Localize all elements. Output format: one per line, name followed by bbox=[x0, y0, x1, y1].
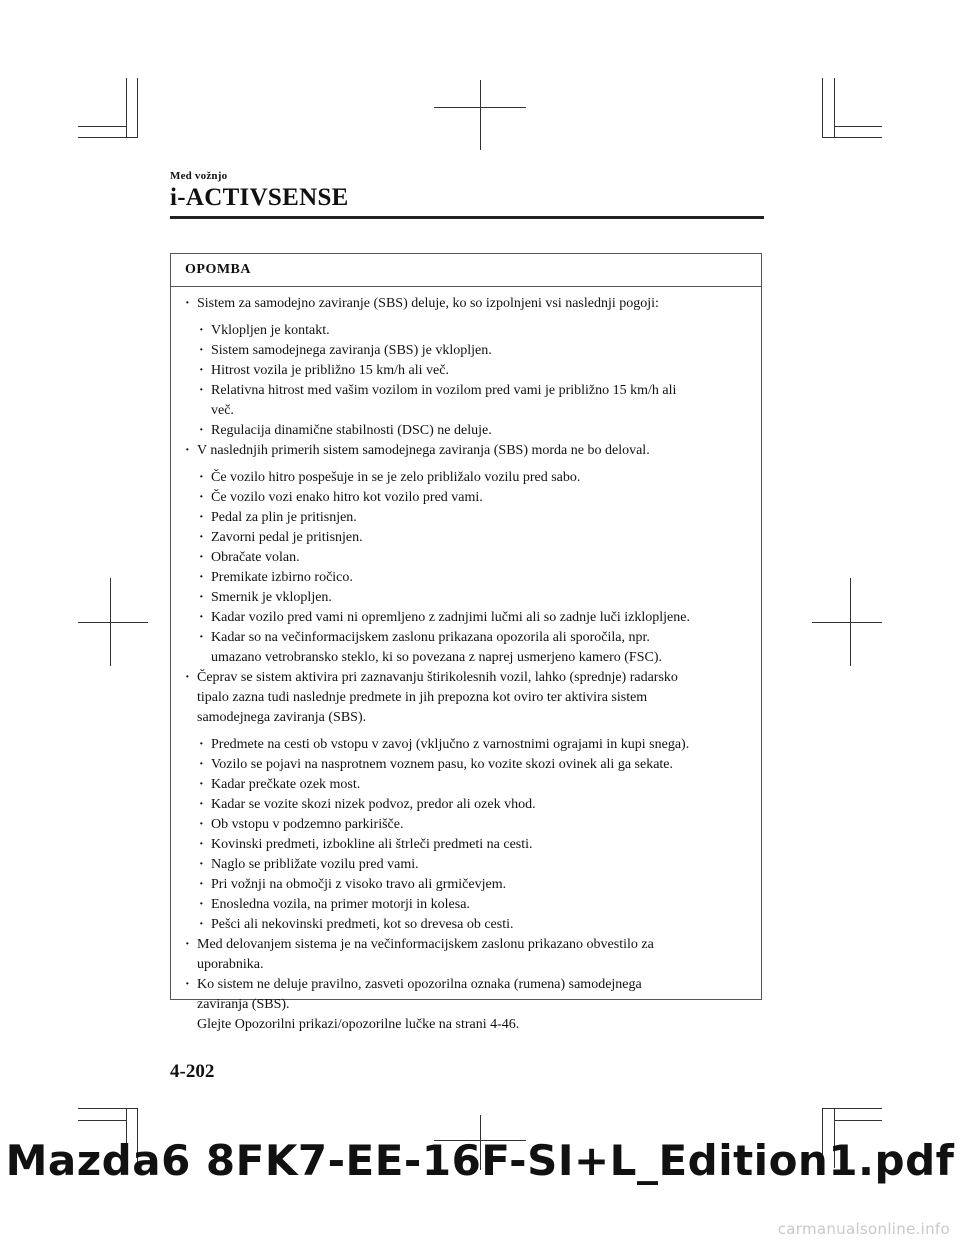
file-name-watermark: Mazda6 8FK7-EE-16F-SI+L_Edition1.pdf bbox=[5, 1136, 955, 1185]
note-item-line: · Regulacija dinamične stabilnosti (DSC) ne deluje. bbox=[211, 423, 492, 438]
note-sub-bullet-item bbox=[181, 421, 753, 441]
note-item-line: · Če vozilo hitro pospešuje in se je zelo približalo vozilu pred sabo. bbox=[211, 470, 581, 485]
note-sub-bullet-item bbox=[181, 588, 753, 608]
chapter-title: i-ACTIVSENSE bbox=[170, 184, 349, 211]
note-sub-bullet-item bbox=[181, 735, 753, 755]
note-sub-bullet-item bbox=[181, 855, 753, 875]
note-item-line: · Vklopljen je kontakt. bbox=[211, 323, 330, 338]
note-item-line: · Pešci ali nekovinski predmeti, kot so drevesa ob cesti. bbox=[211, 917, 514, 932]
note-sub-bullet-item bbox=[181, 628, 753, 668]
note-title: OPOMBA bbox=[171, 254, 761, 287]
note-item-line: · Kadar so na večinformacijskem zaslonu prikazana opozorila ali sporočila, npr. bbox=[211, 630, 650, 645]
note-item-line: · Smernik je vklopljen. bbox=[211, 590, 332, 605]
note-sub-bullet-item bbox=[181, 361, 753, 381]
page-number: 4-202 bbox=[170, 1061, 215, 1082]
note-item-line: · Premikate izbirno ročico. bbox=[211, 570, 353, 585]
note-body bbox=[171, 287, 761, 1035]
note-sub-bullet-item bbox=[181, 528, 753, 548]
note-item-line: Glejte Opozorilni prikazi/opozorilne lučke na strani 4-46. bbox=[197, 1017, 520, 1032]
note-item-line: · Čeprav se sistem aktivira pri zaznavanju štirikolesnih vozil, lahko (sprednje) radarsko bbox=[197, 670, 678, 685]
note-item-line: umazano vetrobransko steklo, ki so povezana z naprej usmerjeno kamero (FSC). bbox=[211, 650, 662, 665]
note-box bbox=[170, 253, 762, 1032]
note-item-line: · Sistem za samodejno zaviranje (SBS) deluje, ko so izpolnjeni vsi naslednji pogoji: bbox=[197, 296, 659, 311]
note-item-line: · Sistem samodejnega zaviranja (SBS) je vklopljen. bbox=[211, 343, 492, 358]
note-sub-bullet-item bbox=[181, 548, 753, 568]
note-item-line: · Pedal za plin je pritisnjen. bbox=[211, 510, 357, 525]
note-item-line: uporabnika. bbox=[197, 957, 264, 972]
note-item-line: več. bbox=[211, 403, 234, 418]
note-sub-bullet-item bbox=[181, 915, 753, 935]
note-sub-bullet-item bbox=[181, 775, 753, 795]
note-sub-bullet-item bbox=[181, 795, 753, 815]
note-bullet-item bbox=[181, 441, 753, 461]
note-item-line: · Če vozilo vozi enako hitro kot vozilo pred vami. bbox=[211, 490, 483, 505]
note-item-line: · Ko sistem ne deluje pravilno, zasveti opozorilna oznaka (rumena) samodejnega bbox=[197, 977, 642, 992]
note-item-line: samodejnega zaviranja (SBS). bbox=[197, 710, 367, 725]
note-sub-bullet-item bbox=[181, 468, 753, 488]
note-item-line: · Zavorni pedal je pritisnjen. bbox=[211, 530, 363, 545]
note-sub-bullet-item bbox=[181, 608, 753, 628]
note-sub-bullet-item bbox=[181, 835, 753, 855]
note-item-line: · Kadar se vozite skozi nizek podvoz, predor ali ozek vhod. bbox=[211, 797, 536, 812]
note-item-line: · Kovinski predmeti, izbokline ali štrleči predmeti na cesti. bbox=[211, 837, 533, 852]
note-sub-bullet-item bbox=[181, 895, 753, 915]
section-label: Med vožnjo bbox=[170, 170, 228, 182]
note-bullet-item bbox=[181, 935, 753, 975]
note-item-line: · Med delovanjem sistema je na večinformacijskem zaslonu prikazano obvestilo za bbox=[197, 937, 654, 952]
note-item-line: · Predmete na cesti ob vstopu v zavoj (vključno z varnostnimi ograjami in kupi snega). bbox=[211, 737, 690, 752]
note-sub-bullet-item bbox=[181, 815, 753, 835]
note-item-line: · Enosledna vozila, na primer motorji in kolesa. bbox=[211, 897, 470, 912]
site-watermark[interactable]: carmanualsonline.info bbox=[777, 1220, 950, 1238]
note-item-line: · Obračate volan. bbox=[211, 550, 300, 565]
note-sub-bullet-item bbox=[181, 341, 753, 361]
note-bullet-item bbox=[181, 668, 753, 728]
note-item-line: · Relativna hitrost med vašim vozilom in vozilom pred vami je približno 15 km/h ali bbox=[211, 383, 677, 398]
note-item-line: · Kadar prečkate ozek most. bbox=[211, 777, 361, 792]
note-sub-bullet-item bbox=[181, 321, 753, 341]
note-item-line: · Kadar vozilo pred vami ni opremljeno z zadnjimi lučmi ali so zadnje luči izklopljene. bbox=[211, 610, 690, 625]
note-sub-bullet-item bbox=[181, 875, 753, 895]
note-item-line: · V naslednjih primerih sistem samodejnega zaviranja (SBS) morda ne bo deloval. bbox=[197, 443, 650, 458]
note-sub-bullet-item bbox=[181, 508, 753, 528]
title-rule bbox=[170, 216, 764, 219]
note-sub-bullet-item bbox=[181, 568, 753, 588]
note-item-line: · Ob vstopu v podzemno parkirišče. bbox=[211, 817, 404, 832]
note-sub-bullet-item bbox=[181, 381, 753, 421]
note-item-line: · Hitrost vozila je približno 15 km/h ali več. bbox=[211, 363, 449, 378]
note-item-line: · Naglo se približate vozilu pred vami. bbox=[211, 857, 419, 872]
note-sub-bullet-item bbox=[181, 488, 753, 508]
note-item-line: · Pri vožnji na območji z visoko travo ali grmičevjem. bbox=[211, 877, 507, 892]
note-item-line: · Vozilo se pojavi na nasprotnem voznem pasu, ko vozite skozi ovinek ali ga sekate. bbox=[211, 757, 674, 772]
note-item-line: tipalo zazna tudi naslednje predmete in jih prepozna kot oviro ter aktivira sistem bbox=[197, 690, 648, 705]
note-bullet-item bbox=[181, 294, 753, 314]
note-item-line: zaviranja (SBS). bbox=[197, 997, 290, 1012]
note-bullet-item bbox=[181, 975, 753, 1035]
note-sub-bullet-item bbox=[181, 755, 753, 775]
